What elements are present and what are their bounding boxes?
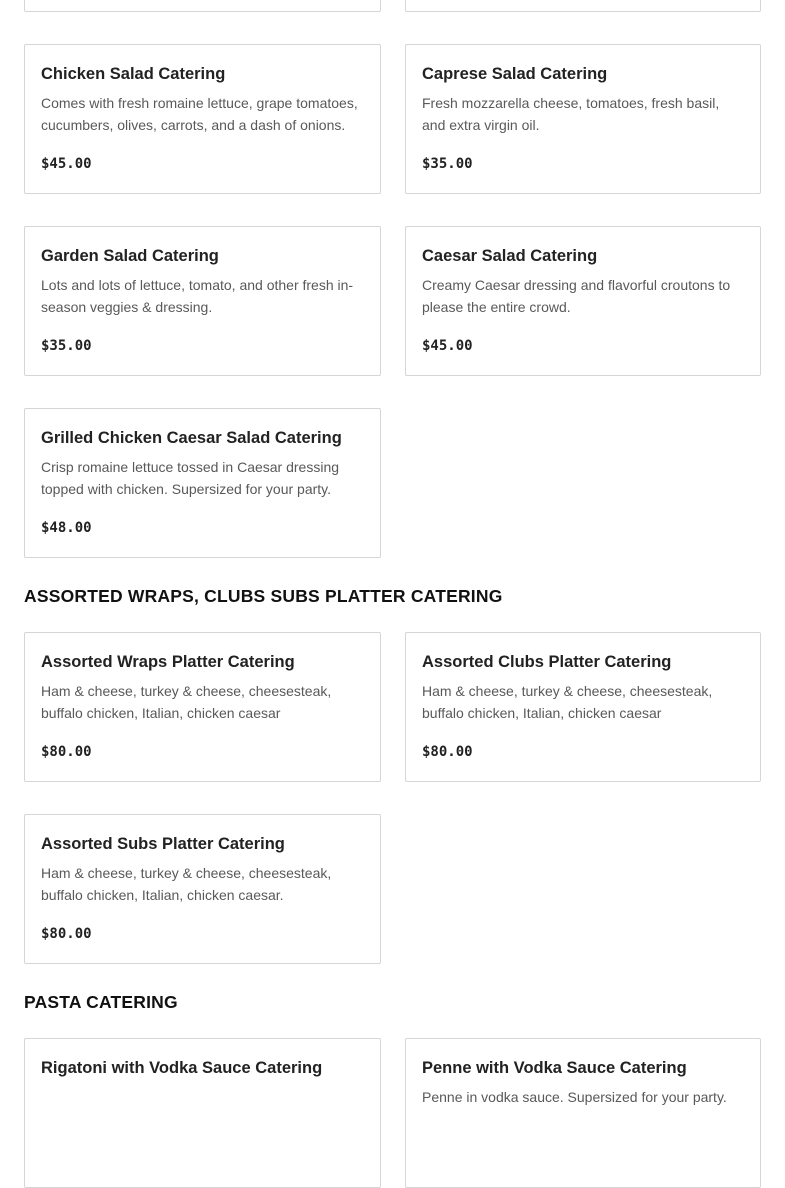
menu-item-card-caesar-salad[interactable] <box>405 226 761 376</box>
menu-item-title: Rigatoni with Vodka Sauce Catering <box>41 1059 323 1077</box>
menu-item-price: $80.00 <box>41 926 92 942</box>
menu-item-description: Ham & cheese, turkey & cheese, cheesesteak, buffalo chicken, Italian, chicken caesar <box>422 683 713 721</box>
menu-item-title: Assorted Clubs Platter Catering <box>422 653 672 671</box>
wraps-catering-grid <box>0 632 785 964</box>
menu-item-card-assorted-subs[interactable] <box>24 814 381 964</box>
menu-item-title: Assorted Wraps Platter Catering <box>41 653 295 671</box>
menu-item-price: $80.00 <box>422 744 473 760</box>
menu-item-description: Creamy Caesar dressing and flavorful croutons to please the entire crowd. <box>422 277 731 315</box>
menu-item-card-garden-salad[interactable] <box>24 226 381 376</box>
menu-item-card-assorted-clubs[interactable] <box>405 632 761 782</box>
menu-item-description: Penne in vodka sauce. Supersized for your party. <box>422 1089 727 1105</box>
previous-cards-row <box>0 0 785 12</box>
menu-item-price: $48.00 <box>41 520 92 536</box>
menu-item-title: Grilled Chicken Caesar Salad Catering <box>41 429 342 447</box>
menu-item-card-grilled-chicken-caesar-salad[interactable] <box>24 408 381 558</box>
menu-item-description: Ham & cheese, turkey & cheese, cheesesteak, buffalo chicken, Italian, chicken caesar. <box>41 865 332 903</box>
menu-item-price: $45.00 <box>422 338 473 354</box>
menu-item-title: Garden Salad Catering <box>41 247 219 265</box>
menu-item-title: Penne with Vodka Sauce Catering <box>422 1059 687 1077</box>
menu-item-title: Caprese Salad Catering <box>422 65 608 83</box>
menu-item-description: Comes with fresh romaine lettuce, grape tomatoes, cucumbers, olives, carrots, and a dash of onions. <box>41 95 358 133</box>
menu-item-title: Caesar Salad Catering <box>422 247 598 265</box>
menu-item-description: Crisp romaine lettuce tossed in Caesar dressing topped with chicken. Supersized for your party. <box>41 459 340 497</box>
menu-item-card-rigatoni-vodka[interactable] <box>24 1038 381 1188</box>
menu-item-card-chicken-salad[interactable] <box>24 44 381 194</box>
menu-item-price: $35.00 <box>41 338 92 354</box>
menu-item-card-assorted-wraps[interactable] <box>24 632 381 782</box>
menu-item-card[interactable] <box>405 0 761 12</box>
pasta-catering-grid <box>0 1038 785 1188</box>
menu-item-card-caprese-salad[interactable] <box>405 44 761 194</box>
menu-item-description: Lots and lots of lettuce, tomato, and other fresh in-season veggies & dressing. <box>41 277 354 315</box>
section-title-wraps-clubs-subs: ASSORTED WRAPS, CLUBS SUBS PLATTER CATERING <box>24 586 503 606</box>
menu-item-price: $45.00 <box>41 156 92 172</box>
menu-item-card-penne-vodka[interactable] <box>405 1038 761 1188</box>
menu-item-title: Assorted Subs Platter Catering <box>41 835 285 853</box>
menu-item-title: Chicken Salad Catering <box>41 65 226 83</box>
section-title-pasta: PASTA CATERING <box>24 992 178 1012</box>
menu-item-price: $35.00 <box>422 156 473 172</box>
menu-item-card[interactable] <box>24 0 381 12</box>
menu-item-description: Ham & cheese, turkey & cheese, cheesesteak, buffalo chicken, Italian, chicken caesar <box>41 683 332 721</box>
menu-item-description: Fresh mozzarella cheese, tomatoes, fresh basil, and extra virgin oil. <box>422 95 720 133</box>
salad-catering-grid <box>0 44 785 558</box>
menu-item-price: $80.00 <box>41 744 92 760</box>
